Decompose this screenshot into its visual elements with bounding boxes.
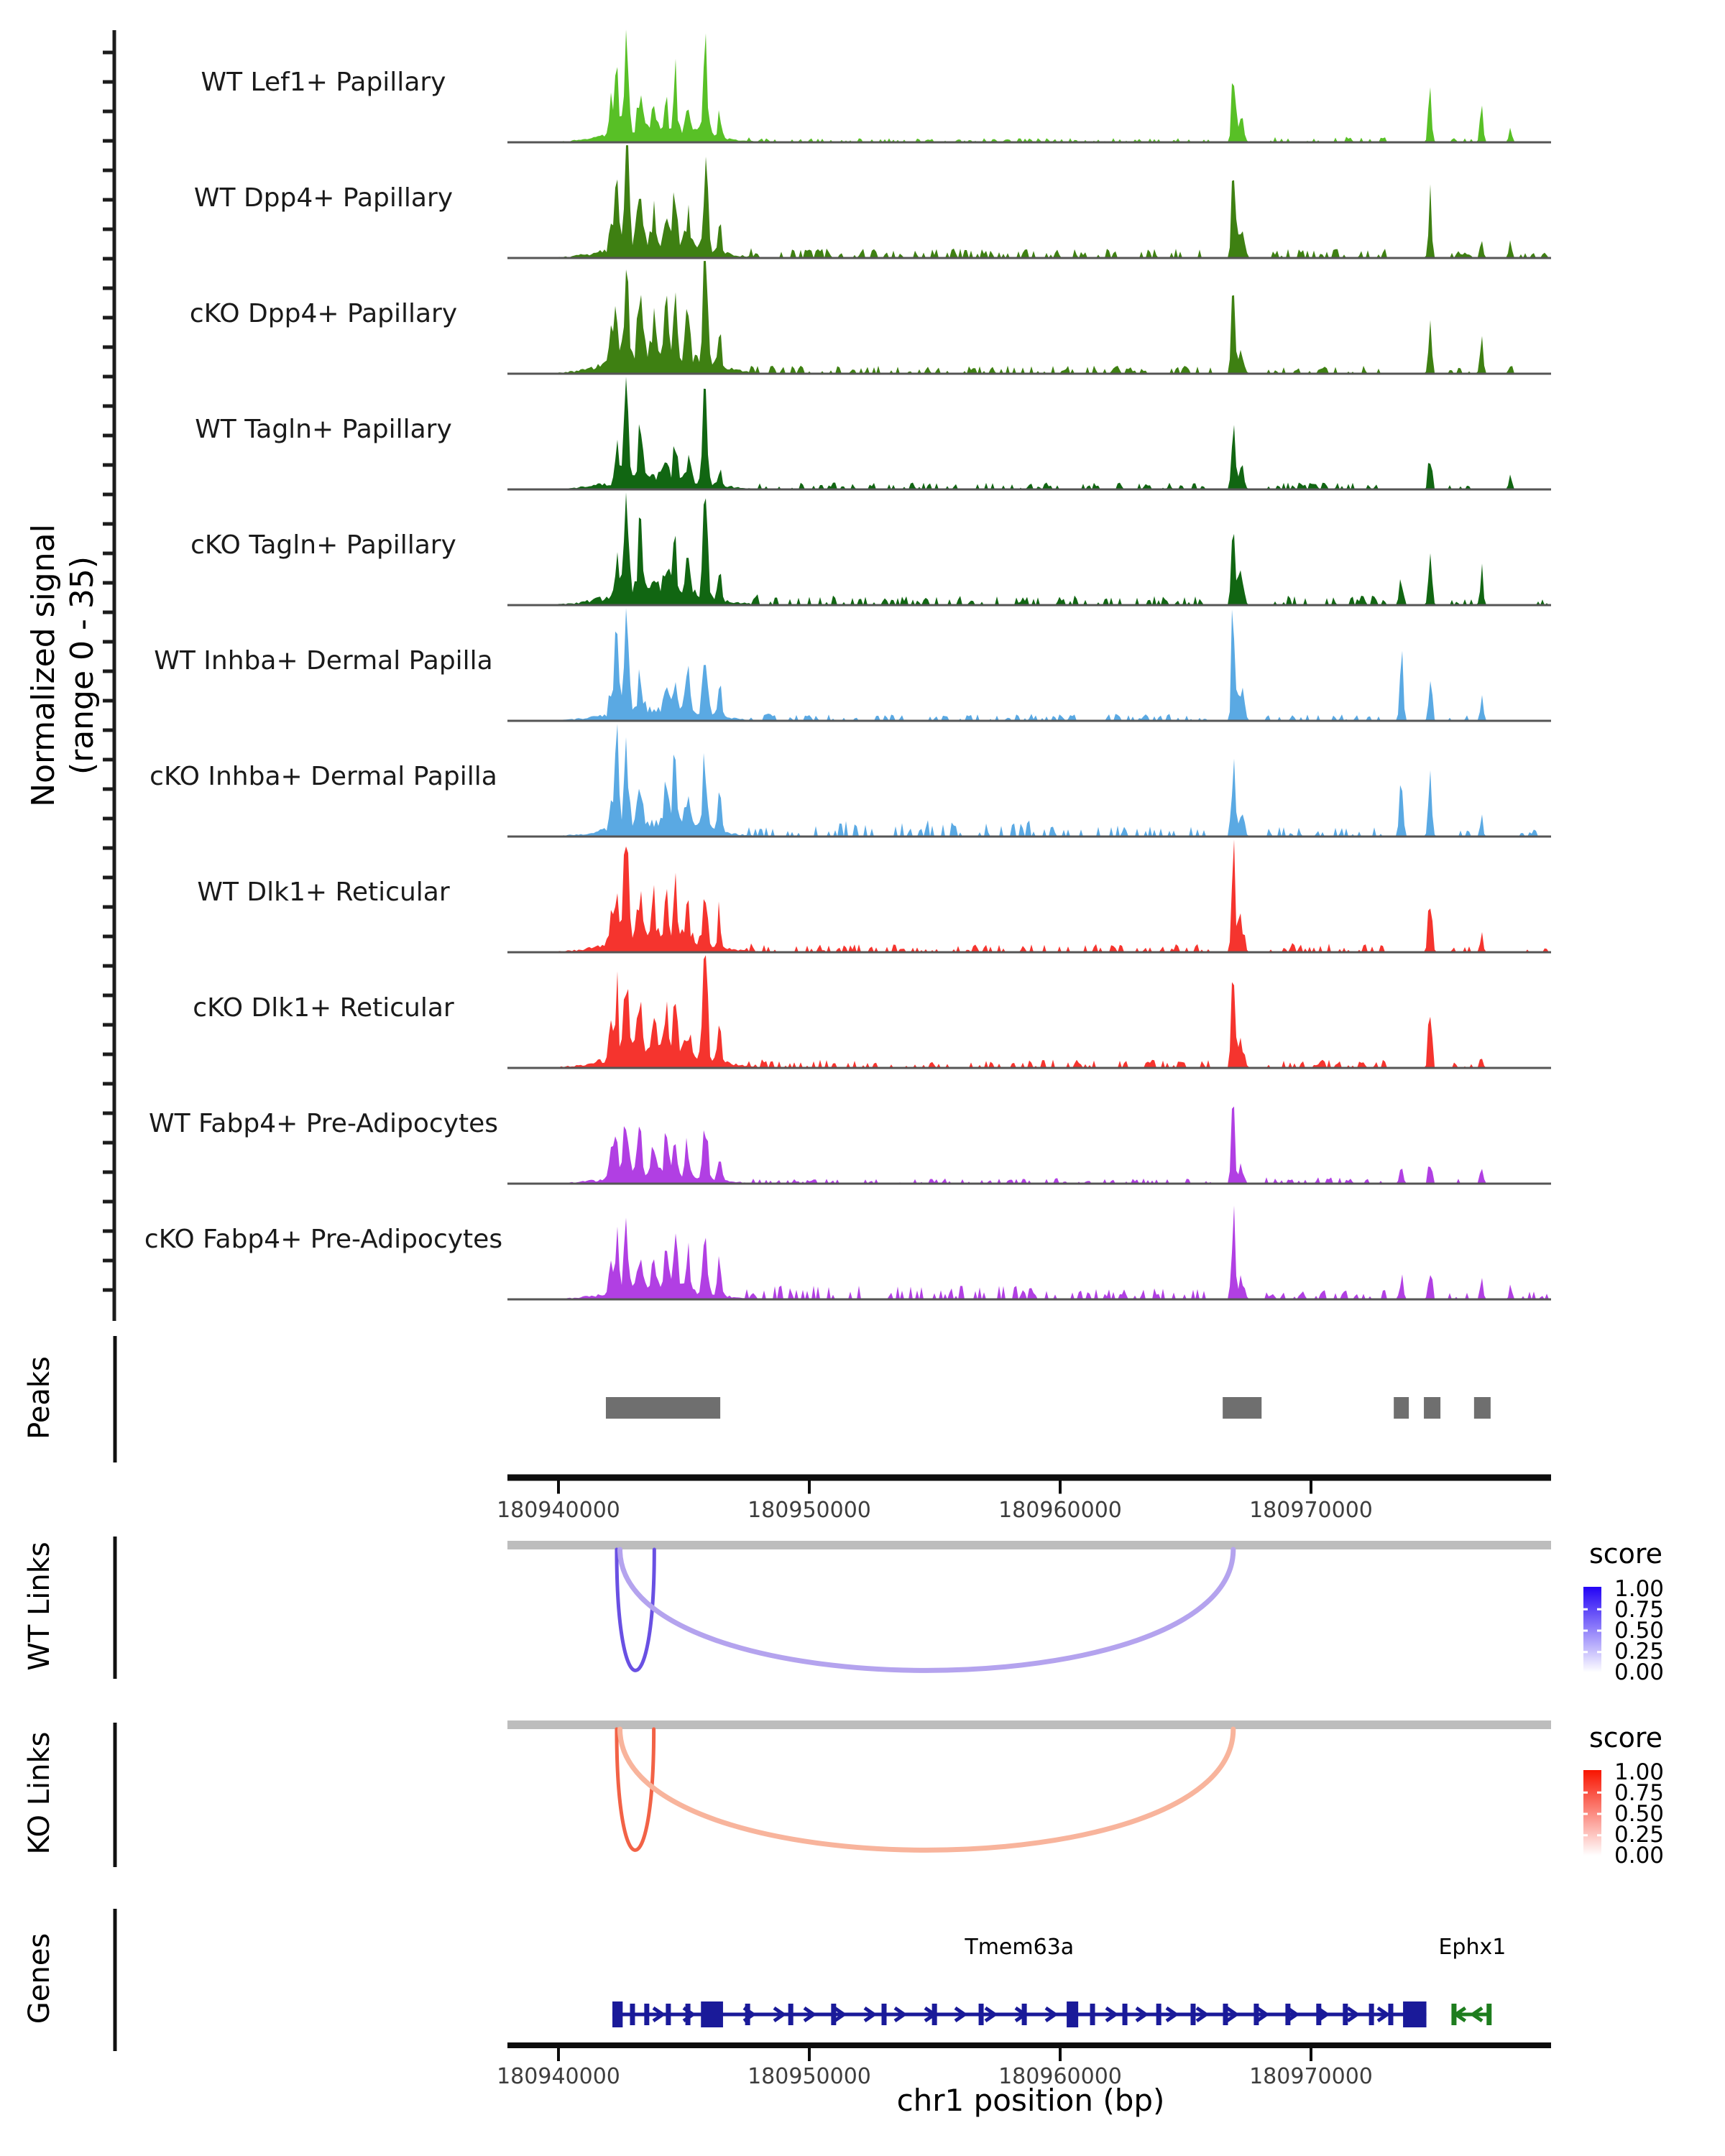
coverage-area-track-5 bbox=[507, 492, 1551, 605]
score-legend-label: 0.50 bbox=[1614, 1618, 1665, 1644]
axis-tick-label: 180950000 bbox=[748, 2064, 871, 2089]
gene-exon-small bbox=[1223, 2004, 1228, 2025]
colorbar-tick bbox=[1583, 1630, 1588, 1632]
score-legend-label: 0.25 bbox=[1614, 1822, 1665, 1848]
coverage-area-track-9 bbox=[507, 955, 1551, 1068]
peak-interval bbox=[606, 1397, 720, 1419]
track-label: WT Dpp4+ Papillary bbox=[193, 183, 454, 213]
colorbar-tick bbox=[1597, 1813, 1601, 1815]
score-legend-label: 0.00 bbox=[1614, 1659, 1665, 1685]
colorbar-tick bbox=[1583, 1651, 1588, 1653]
colorbar-tick bbox=[1597, 1792, 1601, 1794]
score-legend-label: 1.00 bbox=[1614, 1576, 1665, 1602]
track-label: WT Fabp4+ Pre-Adipocytes bbox=[149, 1109, 498, 1138]
gene-exon-small bbox=[1285, 2004, 1290, 2025]
gene-exon-small bbox=[1090, 2004, 1095, 2025]
gene-exon-large bbox=[612, 2001, 622, 2027]
track-label: cKO Tagln+ Papillary bbox=[190, 530, 456, 560]
link-arc bbox=[620, 1549, 1233, 1670]
coverage-area-track-1 bbox=[507, 29, 1551, 142]
axis-tick-label: 180970000 bbox=[1249, 1498, 1373, 1523]
axis-tick-label: 180950000 bbox=[748, 1498, 871, 1523]
gene-exon-large bbox=[1067, 2001, 1078, 2027]
track-label: cKO Dpp4+ Papillary bbox=[189, 299, 458, 328]
coverage-area-track-8 bbox=[507, 839, 1551, 952]
section-label-peaks: Peaks bbox=[23, 1356, 56, 1439]
colorbar-tick bbox=[1583, 1608, 1588, 1611]
gene-exon-small bbox=[666, 2004, 671, 2025]
score-legend-label: 0.50 bbox=[1614, 1801, 1665, 1827]
colorbar-tick bbox=[1583, 1813, 1588, 1815]
coverage-area-track-10 bbox=[507, 1107, 1551, 1184]
gene-exon-small bbox=[644, 2004, 649, 2025]
peak-interval bbox=[1223, 1397, 1261, 1419]
colorbar-tick bbox=[1597, 1834, 1601, 1836]
colorbar-tick bbox=[1583, 1834, 1588, 1836]
axis-tick-label: 180960000 bbox=[998, 1498, 1122, 1523]
track-label: WT Dlk1+ Reticular bbox=[197, 877, 450, 907]
peak-interval bbox=[1424, 1397, 1440, 1419]
gene-exon-small bbox=[882, 2004, 887, 2025]
gene-exon-large bbox=[1403, 2001, 1426, 2027]
ko-links-legend-title: score bbox=[1588, 1722, 1663, 1754]
coverage-area-track-2 bbox=[507, 145, 1551, 258]
score-legend-label: 1.00 bbox=[1614, 1759, 1665, 1785]
section-label-ko-links: KO Links bbox=[23, 1731, 56, 1855]
gene-exon-small bbox=[1343, 2004, 1348, 2025]
colorbar-tick bbox=[1597, 1651, 1601, 1653]
y-axis-label-line1: Normalized signal bbox=[25, 524, 62, 807]
track-label: cKO Inhba+ Dermal Papilla bbox=[150, 762, 497, 791]
gene-exon-small bbox=[745, 2004, 750, 2025]
gene-exon-small bbox=[1486, 2004, 1491, 2025]
track-label: WT Inhba+ Dermal Papilla bbox=[154, 646, 493, 676]
gene-exon-small bbox=[1123, 2004, 1128, 2025]
peak-interval bbox=[1394, 1397, 1409, 1419]
track-label: cKO Fabp4+ Pre-Adipocytes bbox=[144, 1225, 503, 1254]
x-axis-title: chr1 position (bp) bbox=[896, 2083, 1165, 2118]
track-label: WT Tagln+ Papillary bbox=[195, 415, 452, 444]
gene-exon-small bbox=[630, 2004, 635, 2025]
peak-interval bbox=[1474, 1397, 1491, 1419]
gene-exon-small bbox=[1190, 2004, 1195, 2025]
y-axis-label-line2: (range 0 - 35) bbox=[64, 556, 101, 775]
gene-exon-small bbox=[686, 2004, 691, 2025]
coverage-area-track-4 bbox=[507, 377, 1551, 489]
colorbar-tick bbox=[1583, 1792, 1588, 1794]
axis-tick-label: 180940000 bbox=[497, 1498, 620, 1523]
coverage-area-track-3 bbox=[507, 261, 1551, 374]
gene-exon-small bbox=[979, 2004, 984, 2025]
gene-exon-large bbox=[701, 2001, 723, 2027]
gene-label-Tmem63a: Tmem63a bbox=[965, 1935, 1075, 1960]
axis-tick-label: 180960000 bbox=[998, 2064, 1122, 2089]
coverage-area-track-7 bbox=[507, 724, 1551, 837]
gene-exon-small bbox=[1156, 2004, 1162, 2025]
axis-tick-label: 180940000 bbox=[497, 2064, 620, 2089]
link-arc bbox=[620, 1729, 1233, 1850]
score-legend-label: 0.00 bbox=[1614, 1843, 1665, 1869]
wt-links-legend-title: score bbox=[1588, 1538, 1663, 1570]
axis-tick-label: 180970000 bbox=[1249, 2064, 1373, 2089]
coverage-area-track-11 bbox=[507, 1206, 1551, 1300]
coverage-area-track-6 bbox=[507, 608, 1551, 721]
track-label: WT Lef1+ Papillary bbox=[201, 68, 446, 97]
gene-exon-small bbox=[788, 2004, 794, 2025]
section-label-wt-links: WT Links bbox=[23, 1542, 56, 1671]
gene-label-Ephx1: Ephx1 bbox=[1438, 1935, 1506, 1960]
gene-exon-small bbox=[1369, 2004, 1374, 2025]
track-label: cKO Dlk1+ Reticular bbox=[193, 993, 454, 1023]
score-legend-label: 0.25 bbox=[1614, 1639, 1665, 1664]
colorbar-tick bbox=[1597, 1630, 1601, 1632]
colorbar-tick bbox=[1597, 1608, 1601, 1611]
section-label-genes: Genes bbox=[23, 1932, 56, 2024]
score-legend-label: 0.75 bbox=[1614, 1597, 1665, 1623]
score-legend-label: 0.75 bbox=[1614, 1780, 1665, 1806]
